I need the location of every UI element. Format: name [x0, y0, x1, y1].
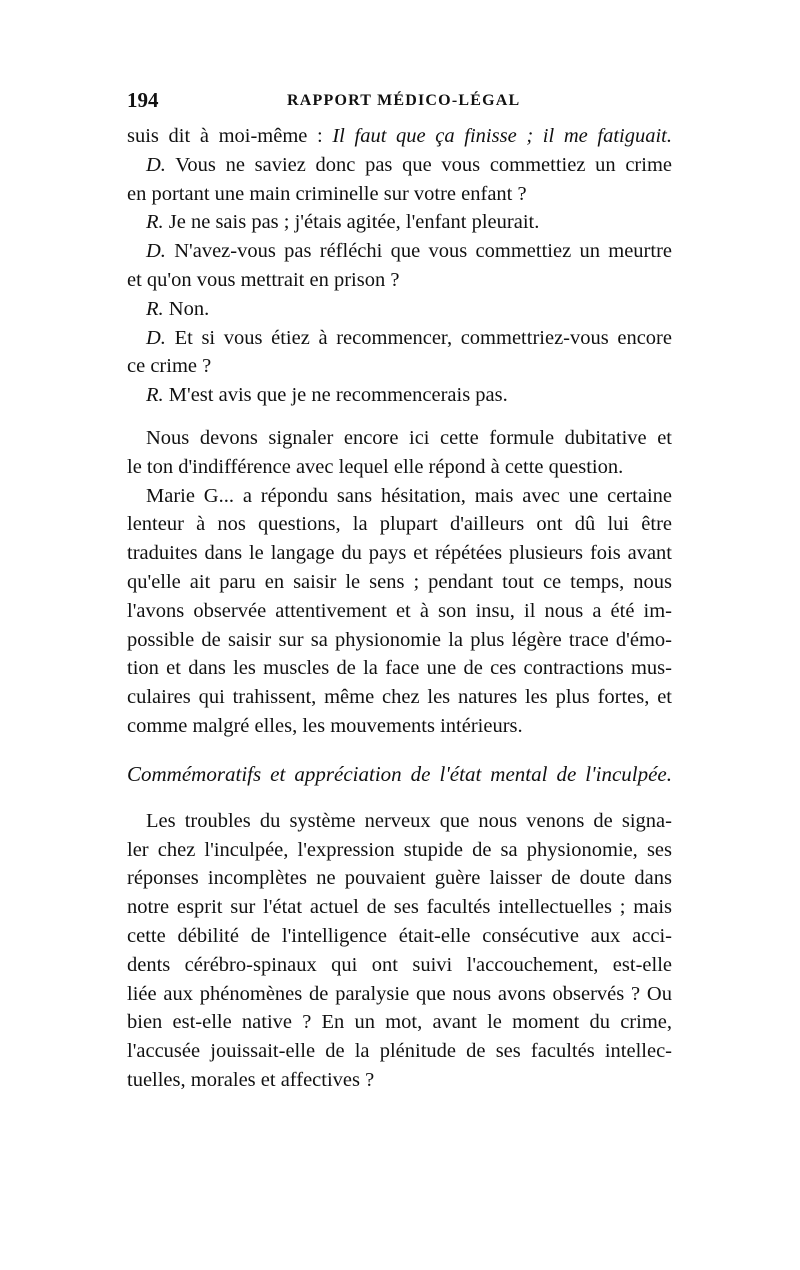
text-line: en portant une main criminelle sur votre enfant ? — [127, 182, 527, 205]
dialogue-text: Je ne sais pas ; j'étais agitée, l'enfant pleurait. — [163, 211, 540, 234]
text-line: Nous devons signaler encore ici cette formule dubitative et — [146, 426, 672, 449]
dialogue-text: Et si vous étiez à recommencer, commettriez-vous encore — [165, 326, 672, 349]
text-line: cette débilité de l'intelligence était-elle consécutive aux acci- — [127, 924, 672, 947]
text-line: bien est-elle native ? En un mot, avant le moment du crime, — [127, 1011, 672, 1034]
dialogue-text: M'est avis que je ne recommencerais pas. — [163, 384, 508, 407]
text-line: qu'elle ait paru en saisir le sens ; pendant tout ce temps, nous — [127, 570, 672, 593]
text-line: culaires qui trahissent, même chez les natures les plus fortes, et — [127, 686, 672, 709]
section-heading: Commémoratifs et appréciation de l'état mental de l'inculpée. — [127, 761, 672, 786]
page-header — [127, 88, 672, 118]
text-line: comme malgré elles, les mouvements intérieurs. — [127, 714, 523, 737]
speaker-label: D. — [146, 240, 166, 263]
section-gap — [127, 789, 672, 807]
dialogue-text: Non. — [163, 297, 210, 320]
text-run: suis dit à moi-même : — [127, 125, 333, 147]
page-number: 194 — [127, 88, 159, 112]
text-line: réponses incomplètes ne pouvaient guère laisser de doute dans — [127, 867, 672, 890]
dialogue-line — [127, 295, 672, 324]
text-line: tuelles, morales et affectives ? — [127, 1068, 375, 1091]
text-line: lenteur à nos questions, la plupart d'ailleurs ont dû lui être — [127, 513, 672, 536]
text-line — [127, 122, 672, 151]
text-line: dents cérébro-spinaux qui ont suivi l'accouchement, est-elle — [127, 953, 672, 976]
text-line: possible de saisir sur sa physionomie la plus légère trace d'émo- — [127, 628, 672, 651]
running-head: RAPPORT MÉDICO-LÉGAL — [287, 92, 521, 109]
dialogue-line — [127, 381, 672, 410]
text-line: tion et dans les muscles de la face une de ces contractions mus- — [127, 657, 672, 680]
paragraph-gap — [127, 410, 672, 424]
dialogue-line — [127, 208, 672, 237]
speaker-label: R. — [146, 384, 164, 407]
text-line: ce crime ? — [127, 355, 212, 378]
speaker-label: R. — [146, 211, 164, 234]
speaker-label: D. — [146, 326, 166, 349]
text-line: l'avons observée attentivement et à son insu, il nous a été im- — [127, 599, 672, 622]
text-line: liée aux phénomènes de paralysie que nous avons observés ? Ou — [127, 982, 672, 1005]
dialogue-text: Vous ne saviez donc pas que vous commettiez un crime — [165, 153, 672, 176]
body-text — [127, 122, 672, 1095]
dialogue-line — [127, 237, 672, 266]
dialogue-line — [127, 151, 672, 180]
section-gap — [127, 741, 672, 759]
text-line: traduites dans le langage du pays et répétées plusieurs fois avant — [127, 542, 672, 565]
dialogue-text: N'avez-vous pas réfléchi que vous commettiez un meurtre — [165, 240, 672, 263]
speaker-label: D. — [146, 153, 166, 176]
text-line: Marie G... a répondu sans hésitation, mais avec une certaine — [146, 484, 672, 507]
text-line: notre esprit sur l'état actuel de ses facultés intellectuelles ; mais — [127, 896, 672, 919]
speaker-label: R. — [146, 297, 164, 320]
text-line: ler chez l'inculpée, l'expression stupide de sa physionomie, ses — [127, 838, 672, 861]
text-line: le ton d'indifférence avec lequel elle répond à cette question. — [127, 455, 624, 478]
text-line: l'accusée jouissait-elle de la plénitude de ses facultés intellec- — [127, 1040, 672, 1063]
text-line: Les troubles du système nerveux que nous venons de signa- — [146, 809, 672, 832]
dialogue-line — [127, 324, 672, 353]
italic-quote: Il faut que ça finisse ; il me fatiguait. — [332, 125, 672, 147]
text-line: et qu'on vous mettrait en prison ? — [127, 268, 400, 291]
